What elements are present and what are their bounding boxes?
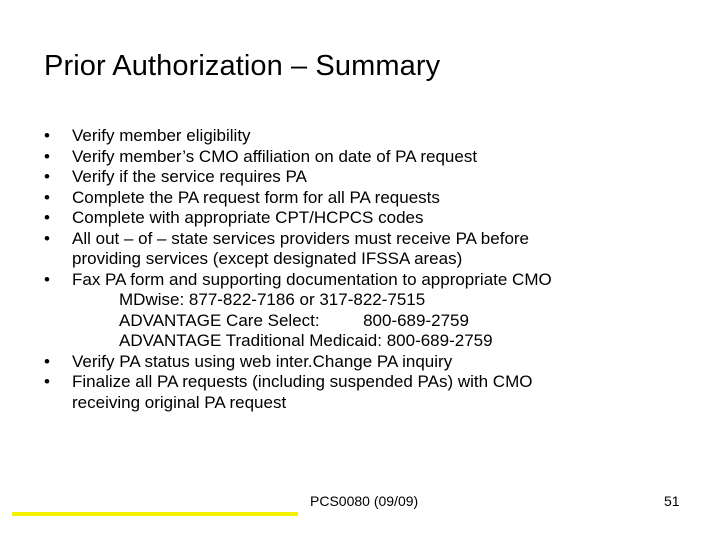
bullet-item-cpt-hcpcs-codes — [44, 208, 694, 229]
bullet-marker: • — [44, 146, 50, 166]
contact-advantage-care-select — [72, 311, 694, 332]
contact-label: MDwise: — [119, 290, 185, 309]
footer-code: PCS0080 (09/09) — [310, 493, 419, 509]
bullet-text: Fax PA form and supporting documentation to appropriate CMO — [72, 269, 552, 289]
bullet-item-verify-status — [44, 352, 694, 373]
bullet-marker: • — [44, 269, 50, 289]
bullet-marker: • — [44, 126, 50, 145]
bullet-marker: • — [44, 372, 50, 391]
bullet-item-out-of-state-providers — [44, 229, 694, 270]
contact-advantage-traditional-medicaid — [72, 331, 694, 352]
bullet-item-cmo-affiliation — [44, 147, 694, 168]
bullet-text: Verify member eligibility — [72, 126, 251, 145]
contact-value: 800-689-2759 — [386, 331, 493, 350]
bullet-item-finalize-requests — [44, 372, 694, 413]
bullet-item-service-requires-pa — [44, 167, 694, 188]
bullet-list — [44, 126, 694, 413]
bullet-marker: • — [44, 228, 50, 248]
bullet-text-line-2: providing services (except designated IFSSA areas) — [72, 249, 463, 268]
bullet-item-verify-eligibility — [44, 126, 694, 147]
contact-mdwise — [72, 290, 694, 311]
bullet-marker: • — [44, 187, 50, 207]
bullet-text: Complete the PA request form for all PA requests — [72, 187, 440, 207]
bullet-item-fax-pa-form — [44, 270, 694, 352]
bullet-text: Verify member’s CMO affiliation on date of PA request — [72, 146, 478, 166]
contact-label: ADVANTAGE Care Select: — [119, 310, 320, 330]
bullet-text: Verify PA status using web inter.Change PA inquiry — [72, 351, 453, 371]
bullet-marker: • — [44, 208, 50, 227]
bullet-marker: • — [44, 351, 50, 371]
contact-label: ADVANTAGE Traditional Medicaid: — [119, 331, 382, 350]
bullet-marker: • — [44, 167, 50, 186]
bullet-text: Verify if the service requires PA — [72, 167, 307, 186]
bullet-text: Complete with appropriate CPT/HCPCS codes — [72, 208, 424, 227]
contact-value: 800-689-2759 — [363, 310, 469, 330]
contact-value: 877-822-7186 or 317-822-7515 — [188, 290, 426, 309]
bullet-text-line-2: receiving original PA request — [72, 392, 287, 412]
bullet-item-complete-request-form — [44, 188, 694, 209]
slide-title: Prior Authorization – Summary — [44, 50, 441, 82]
bullet-text-line-1: Finalize all PA requests (including suspended PAs) with CMO — [72, 372, 533, 391]
bullet-text-line-1: All out – of – state services providers must receive PA before — [72, 228, 530, 248]
footer-accent-line — [12, 512, 298, 516]
page-number: 51 — [664, 493, 680, 509]
